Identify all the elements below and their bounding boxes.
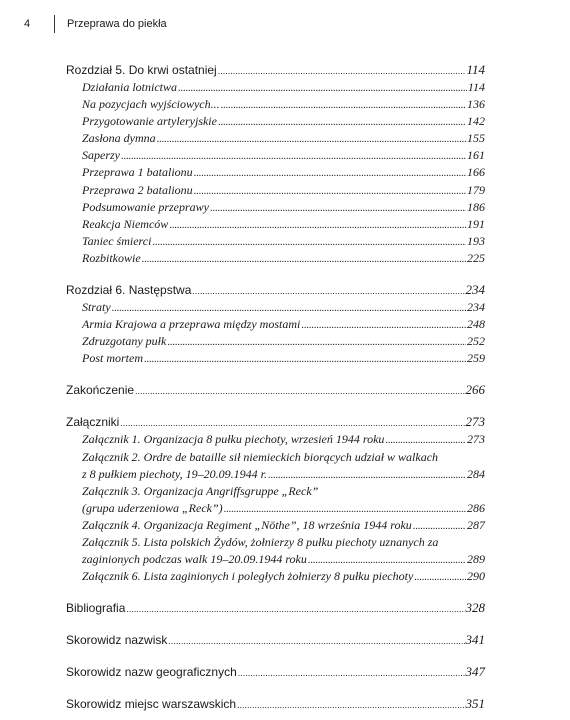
toc-subentry-title: z 8 pułkiem piechoty, 19–20.09.1944 r. <box>82 466 267 481</box>
toc-subentry[interactable] <box>66 299 485 316</box>
dot-leader <box>121 148 466 165</box>
section-gap <box>66 649 485 663</box>
toc-chapter[interactable] <box>66 281 485 299</box>
toc-subentry[interactable] <box>66 568 485 585</box>
toc-subentry-title: zaginionych podczas walk 19–20.09.1944 roku <box>82 551 307 566</box>
dot-leader <box>178 80 467 97</box>
toc-subentry[interactable] <box>66 551 485 568</box>
dot-leader <box>210 200 466 217</box>
dot-leader <box>385 432 466 449</box>
toc-subentry-page: 248 <box>467 317 485 332</box>
toc-subentry-page: 287 <box>467 517 485 532</box>
toc-chapter[interactable] <box>66 413 485 431</box>
dot-leader <box>268 467 466 484</box>
section-gap <box>66 267 485 281</box>
toc-chapter-title: Bibliografia <box>66 600 126 615</box>
toc-subentry[interactable] <box>66 316 485 333</box>
dot-leader <box>413 518 466 535</box>
dot-leader <box>414 569 466 586</box>
toc-subentry-title: Armia Krajowa a przeprawa między mostami <box>82 317 301 332</box>
dot-leader <box>221 97 466 114</box>
toc-subentry-page: 155 <box>467 131 485 146</box>
toc-subentry[interactable] <box>66 79 485 96</box>
toc-subentry-title: Zasłona dymna <box>82 131 156 146</box>
toc-subentry[interactable] <box>66 113 485 130</box>
toc-subentry[interactable] <box>66 182 485 199</box>
toc-subentry-title: Taniec śmierci <box>82 233 152 248</box>
dot-leader <box>112 300 466 317</box>
table-of-contents <box>66 61 485 713</box>
toc-subentry-page: 252 <box>467 334 485 349</box>
toc-subentry-title: Rozbitkowie <box>82 250 141 265</box>
toc-chapter-page: 347 <box>465 663 485 679</box>
section-gap <box>66 681 485 695</box>
dot-leader <box>135 382 464 400</box>
toc-chapter[interactable] <box>66 381 485 399</box>
section-gap <box>66 399 485 413</box>
toc-subentry-page: 284 <box>467 466 485 481</box>
toc-subentry-lead: Załącznik 5. Lista polskich Żydów, żołnierzy 8 pułku piechoty uznanych za <box>82 534 439 549</box>
toc-subentry[interactable] <box>66 431 485 448</box>
toc-subentry-title: Załącznik 4. Organizacja Regiment „Nöthe”, 18 września 1944 roku <box>82 517 412 532</box>
dot-leader <box>120 414 464 432</box>
toc-chapter[interactable] <box>66 631 485 649</box>
toc-subentry-page: 273 <box>467 432 485 447</box>
dot-leader <box>126 600 464 618</box>
toc-subentry[interactable] <box>66 333 485 350</box>
dot-leader <box>308 552 466 569</box>
toc-chapter[interactable] <box>66 599 485 617</box>
toc-subentry-page: 136 <box>467 97 485 112</box>
toc-subentry-page: 225 <box>467 250 485 265</box>
dot-leader <box>218 62 466 80</box>
dot-leader <box>169 217 466 234</box>
toc-chapter[interactable] <box>66 695 485 713</box>
dot-leader <box>218 114 466 131</box>
toc-chapter-page: 234 <box>465 282 485 298</box>
header-divider <box>54 15 55 33</box>
toc-subentry-lead: Załącznik 2. Ordre de bataille sił niemieckich biorących udział w walkach <box>82 449 439 464</box>
toc-subentry-page: 193 <box>467 233 485 248</box>
toc-subentry-title: Przeprawa 2 batalionu <box>82 182 193 197</box>
toc-subentry-title: Saperzy <box>82 148 120 163</box>
toc-subentry-title: Działania lotnictwa <box>82 80 178 94</box>
toc-subentry[interactable] <box>66 350 485 367</box>
toc-chapter-page: 341 <box>465 631 485 647</box>
toc-subentry-lead: Załącznik 3. Organizacja Angriffsgruppe „Reck” <box>82 483 319 498</box>
toc-subentry-title: Podsumowanie przeprawy <box>82 199 209 214</box>
dot-leader <box>192 282 464 300</box>
toc-chapter-page: 114 <box>466 62 485 77</box>
toc-subentry[interactable] <box>66 96 485 113</box>
toc-chapter-title: Skorowidz nazwisk <box>66 632 168 647</box>
dot-leader <box>301 317 466 334</box>
toc-subentry-title: Na pozycjach wyjściowych... <box>82 97 220 112</box>
toc-subentry-title: Załącznik 6. Lista zaginionych i poległych żołnierzy 8 pułku piechoty <box>82 568 414 583</box>
toc-chapter-title: Załączniki <box>66 415 120 430</box>
toc-subentry[interactable] <box>66 250 485 267</box>
toc-chapter-title: Zakończenie <box>66 383 135 398</box>
toc-subentry-page: 179 <box>467 182 485 197</box>
dot-leader <box>224 501 466 518</box>
toc-subentry-page: 161 <box>467 148 485 163</box>
toc-chapter-page: 266 <box>465 382 485 398</box>
toc-chapter[interactable] <box>66 663 485 681</box>
dot-leader <box>168 632 464 650</box>
page-number: 4 <box>24 18 31 30</box>
toc-subentry-title: Zdruzgotany pułk <box>82 334 167 349</box>
toc-chapter-page: 328 <box>465 599 485 615</box>
toc-subentry-page: 290 <box>467 568 485 583</box>
toc-subentry-title: Post mortem <box>82 351 143 366</box>
toc-chapter-title: Skorowidz nazw geograficznych <box>66 664 237 679</box>
toc-subentry[interactable] <box>66 164 485 181</box>
toc-chapter-title: Skorowidz miejsc warszawskich <box>66 696 237 711</box>
toc-subentry-title: Przygotowanie artyleryjskie <box>82 114 217 129</box>
section-gap <box>66 367 485 381</box>
toc-subentry-page: 142 <box>467 114 485 129</box>
toc-subentry-page: 286 <box>467 500 485 515</box>
toc-chapter-page: 273 <box>465 414 485 430</box>
toc-subentry[interactable] <box>66 500 485 517</box>
dot-leader <box>238 664 465 682</box>
toc-subentry-page: 289 <box>467 551 485 566</box>
toc-chapter-page: 351 <box>465 695 485 711</box>
section-gap <box>66 585 485 599</box>
toc-subentry[interactable] <box>66 199 485 216</box>
dot-leader <box>144 351 466 368</box>
toc-chapter-title: Rozdział 6. Następstwa <box>66 283 192 298</box>
toc-subentry[interactable] <box>66 216 485 233</box>
dot-leader <box>194 183 466 200</box>
dot-leader <box>237 696 464 714</box>
toc-subentry[interactable] <box>66 517 485 534</box>
toc-subentry-page: 191 <box>467 216 485 231</box>
toc-subentry[interactable] <box>66 233 485 250</box>
toc-chapter[interactable] <box>66 61 485 79</box>
toc-chapter-title: Rozdział 5. Do krwi ostatniej <box>66 63 217 77</box>
dot-leader <box>194 165 466 182</box>
toc-subentry-page: 166 <box>467 165 485 180</box>
toc-subentry[interactable] <box>66 466 485 483</box>
book-title: Przeprawa do piekła <box>67 18 167 30</box>
toc-subentry-page: 114 <box>467 80 485 94</box>
toc-subentry-title: Przeprawa 1 batalionu <box>82 165 193 180</box>
dot-leader <box>167 334 466 351</box>
toc-subentry[interactable] <box>66 130 485 147</box>
toc-subentry[interactable] <box>66 147 485 164</box>
toc-subentry-page: 234 <box>467 300 485 315</box>
toc-subentry-page: 186 <box>467 199 485 214</box>
toc-subentry-title: Reakcja Niemców <box>82 216 169 231</box>
dot-leader <box>142 251 466 268</box>
toc-subentry-title: (grupa uderzeniowa „Reck”) <box>82 500 223 515</box>
toc-subentry-title: Straty <box>82 300 111 315</box>
toc-subentry-title: Załącznik 1. Organizacja 8 pułku piechoty, wrzesień 1944 roku <box>82 432 385 447</box>
dot-leader <box>157 131 466 148</box>
dot-leader <box>152 234 466 251</box>
toc-subentry-page: 259 <box>467 351 485 366</box>
section-gap <box>66 617 485 631</box>
running-header <box>24 14 167 34</box>
